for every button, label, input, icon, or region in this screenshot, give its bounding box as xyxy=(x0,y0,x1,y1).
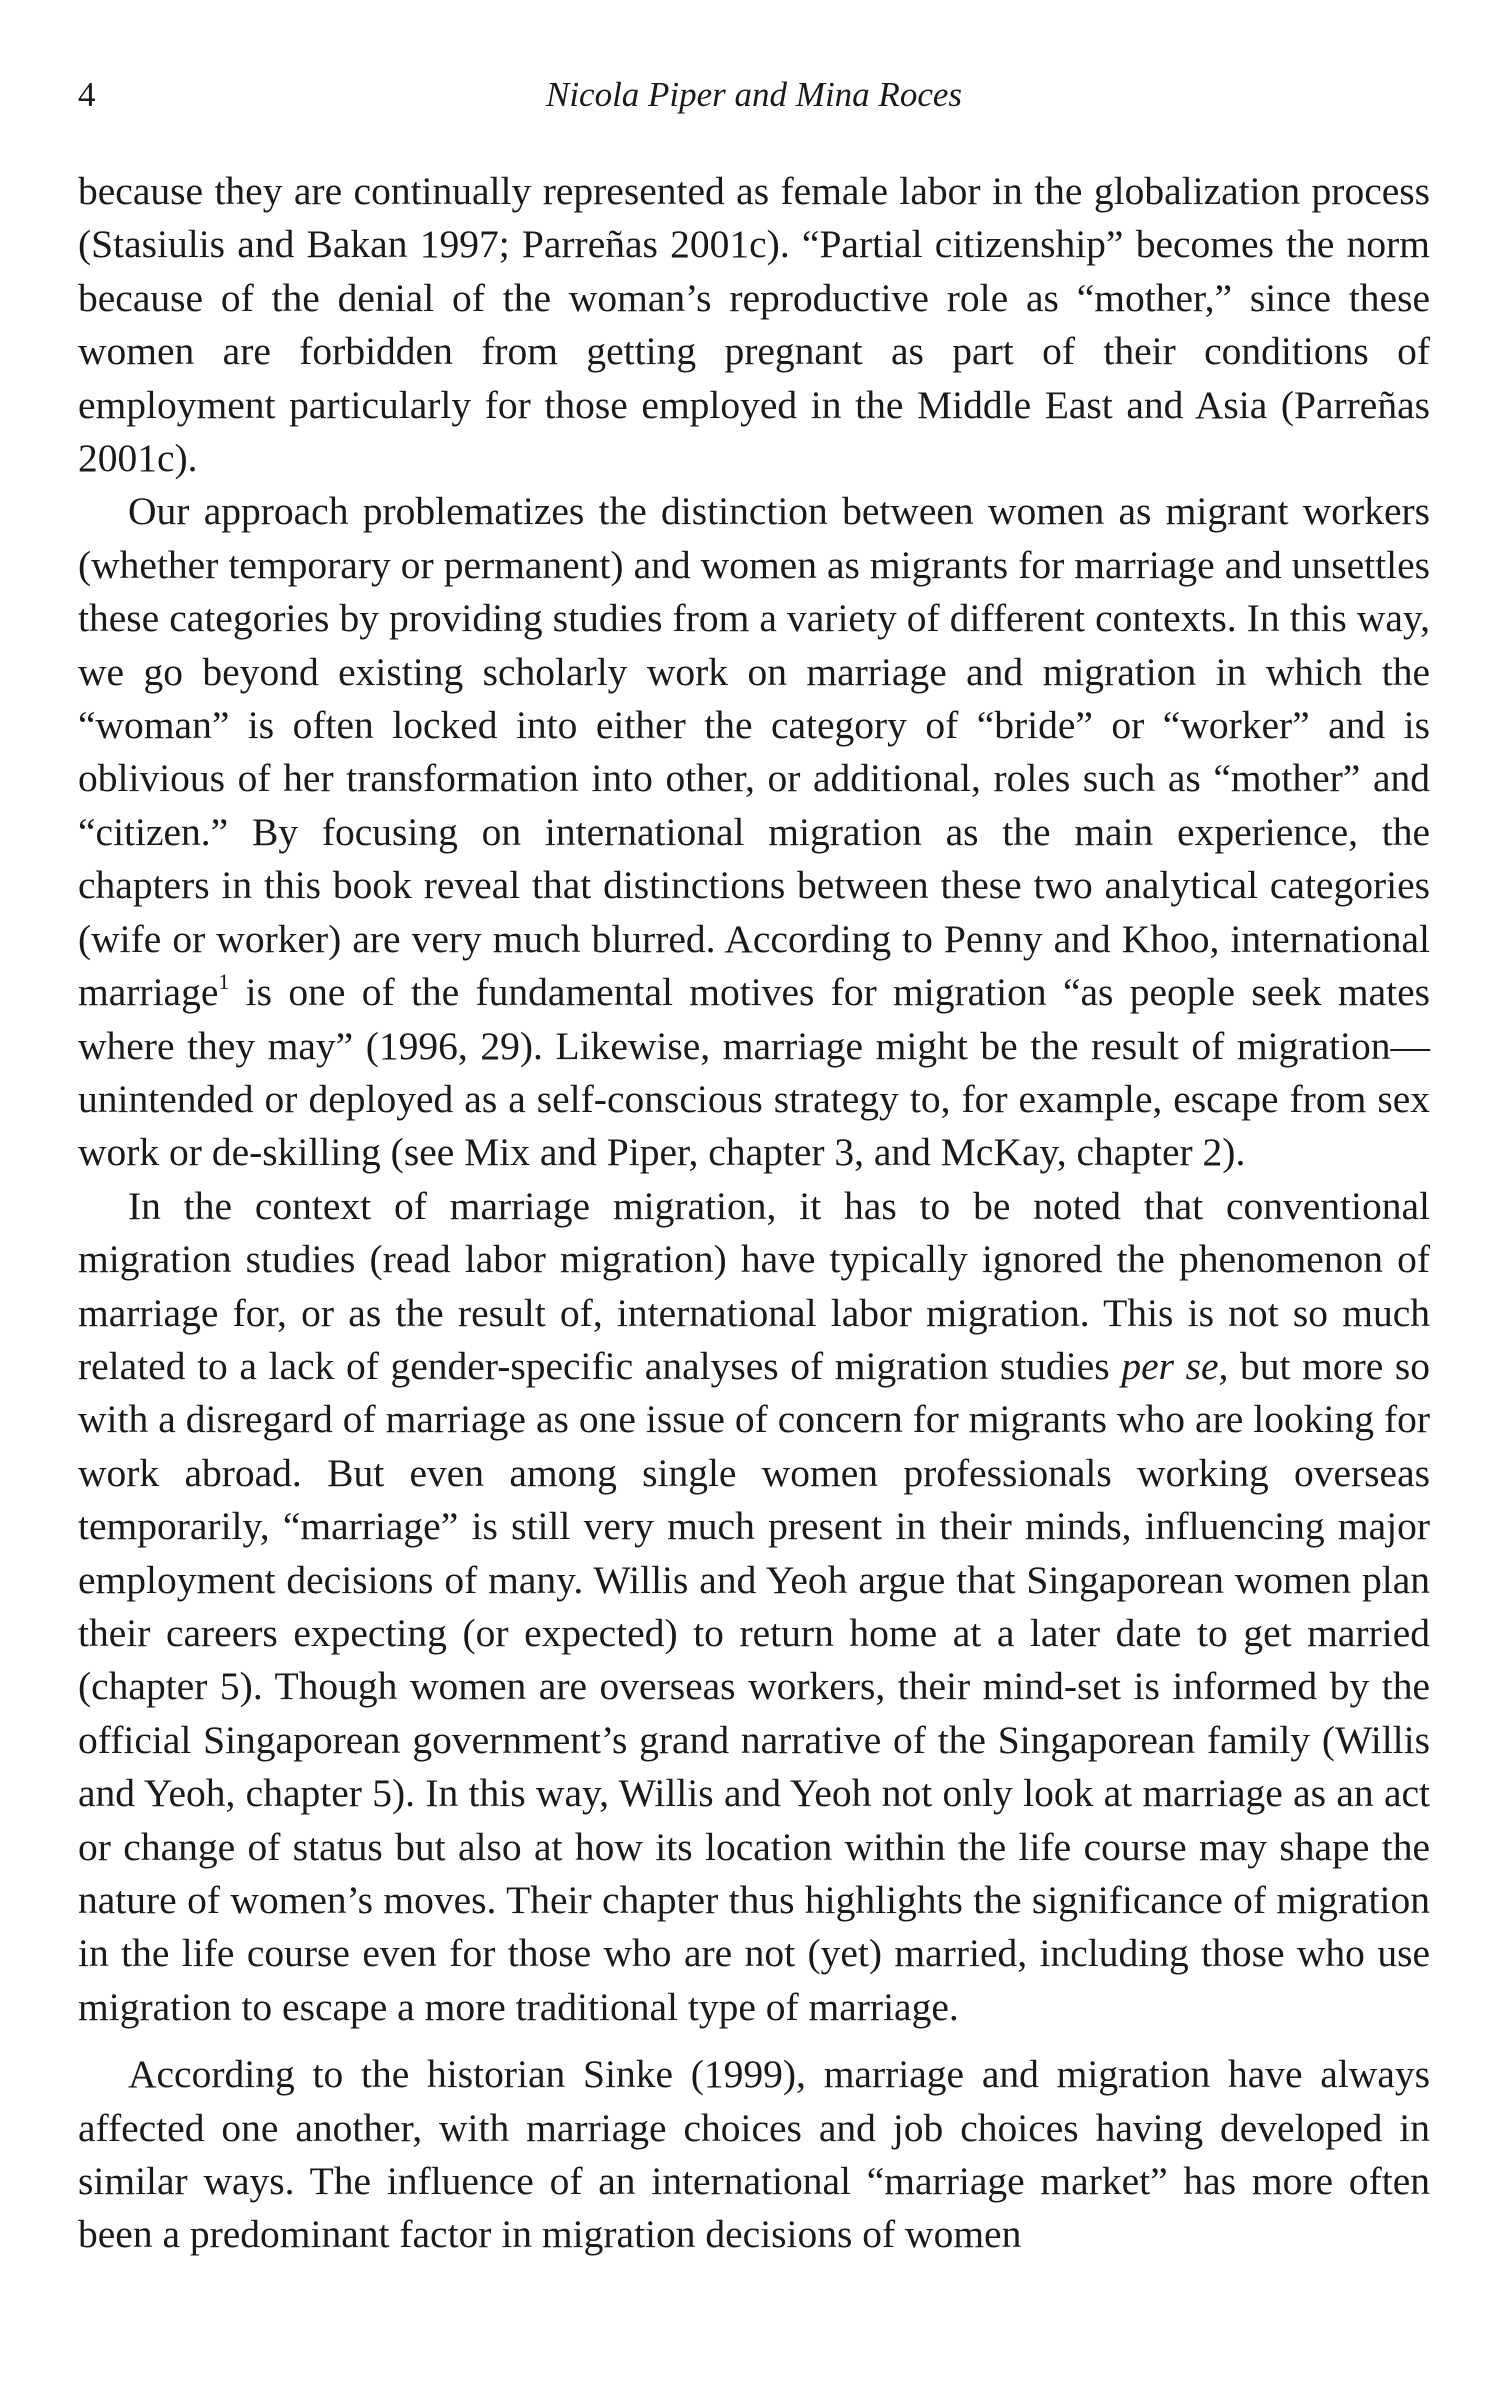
paragraph-text: is one of the fundamental motives for migration “as people seek mates where they may” (1996, 29). Likewise, marriage might be the result of migration—unintended or deployed as a self-conscious strategy to, for example, escape from sex work or de-skilling (see Mix and Piper, chapter 3, and McKay, chapter 2). xyxy=(78,970,1430,1175)
paragraph-text: In the context of marriage migration, it has to be noted that conventional migration studies (read labor migration) have typically ignored the phenomenon of marriage for, or as the result of, international labor migration. This is not so much related to a lack of gender-specific analyses of migration studies xyxy=(78,1183,1430,1388)
paragraph: According to the historian Sinke (1999), marriage and migration have always affected one another, with marriage choices and job choices having developed in similar ways. The influence of an international “marriage market” has more often been a predominant factor in migration decisions of women xyxy=(78,2052,1430,2257)
page-number: 4 xyxy=(78,75,96,114)
italic-term: per se, xyxy=(1121,1343,1229,1388)
running-head: Nicola Piper and Mina Roces xyxy=(545,75,963,114)
paragraph-text: Our approach problematizes the distinction between women as migrant workers (whether temporary or permanent) and women as migrants for marriage and unsettles these categories by providing studies from a variety of different contexts. In this way, we go beyond existing scholarly work on marriage and migration in which the “woman” is often locked into either the category of “bride” or “worker” and is oblivious of her transformation into other, or additional, roles such as “mother” and “citizen.” By focusing on international migration as the main experience, the chapters in this book reveal that distinctions between these two analytical categories (wife or worker) are very much blurred. According to Penny and Khoo, international marriage xyxy=(78,489,1430,1015)
paragraph-continued: because they are continually represented as female labor in the globalization process (Stasiulis and Bakan 1997; Parreñas 2001c). “Partial citizenship” becomes the norm because of the denial of the woman’s reproductive role as “mother,” since these women are forbidden from getting pregnant as part of their conditions of employment particularly for those employed in the Middle East and Asia (Parreñas 2001c). xyxy=(78,169,1430,481)
paragraph xyxy=(78,485,1430,1179)
paragraph-text: but more so with a disregard of marriage as one issue of concern for migrants who are looking for work abroad. But even among single women professionals working overseas temporarily, “marriage” is still very much present in their minds, influencing major employment decisions of many. Willis and Yeoh argue that Singaporean women plan their careers expecting (or expected) to return home at a later date to get married (chapter 5). Though women are overseas workers, their mind-set is informed by the official Singaporean government’s grand narrative of the Singaporean family (Willis and Yeoh, chapter 5). In this way, Willis and Yeoh not only look at marriage as an act or change of status but also at how its location within the life course may shape the nature of women’s moves. Their chapter thus highlights the significance of migration in the life course even for those who are not (yet) married, including those who use migration to escape a more traditional type of marriage. xyxy=(78,1343,1430,2029)
footnote-marker: 1 xyxy=(218,969,230,995)
paragraph xyxy=(78,1180,1430,2035)
body-text xyxy=(78,165,1430,2262)
page-header xyxy=(78,68,1430,122)
